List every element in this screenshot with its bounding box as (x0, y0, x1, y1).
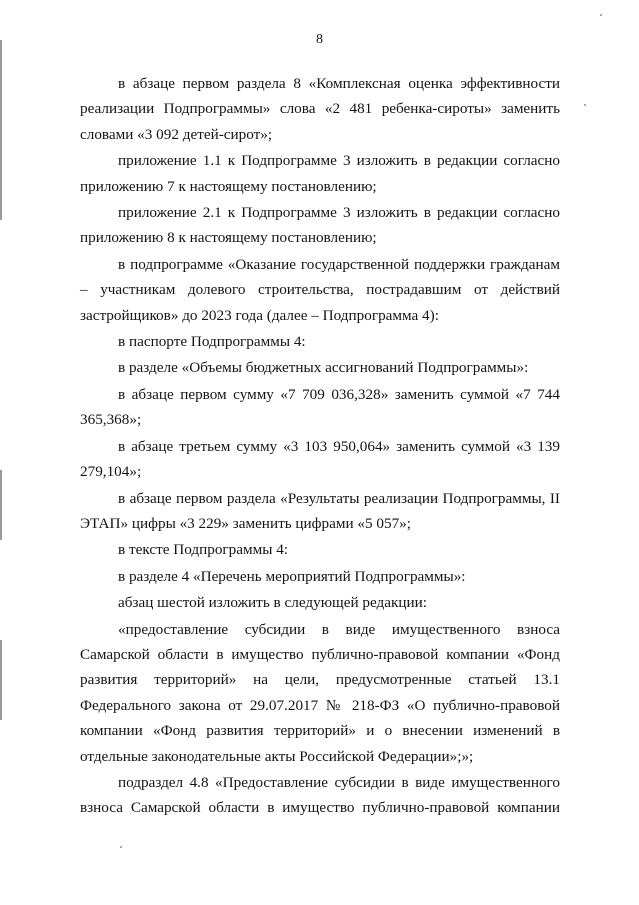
paragraph: в разделе «Объемы бюджетных ассигнований Подпрограммы»: (118, 359, 529, 377)
paragraph: в паспорте Подпрограммы 4: (118, 333, 306, 351)
scan-speck (584, 104, 586, 106)
paragraph: в разделе 4 «Перечень мероприятий Подпрограммы»: (118, 567, 466, 585)
scan-speck (120, 846, 122, 848)
paragraph: в абзаце первом раздела «Результаты реализации Подпрограммы, II ЭТАП» цифры «3 229» заменить цифрами «5 057»; (80, 489, 560, 532)
paragraph: в абзаце третьем сумму «3 103 950,064» заменить суммой «3 139 279,104»; (80, 437, 560, 481)
paragraph: в абзаце первом раздела 8 «Комплексная оценка эффективности реализации Подпрограммы» слова «2 481 ребенка-сироты» заменить словами «3 092 детей-сирот»; (80, 75, 560, 143)
document-body (80, 71, 560, 821)
scan-edge-mark (0, 40, 2, 220)
paragraph: «предоставление субсидии в виде имущественного взноса Самарской области в имущество публично-правовой компании «Фонд развития территорий» на цели, предусмотренные статьей 13.1 Федерального закона от 29.07.2017 № 218-ФЗ «О публично-правовой компании «Фонд развития территорий» и о внесении изменений в отдельные законодательные акты Российской Федерации»;»; (80, 620, 560, 765)
paragraph: подраздел 4.8 «Предоставление субсидии в виде имущественного взноса Самарской области в имущество публично-правовой компании (80, 773, 560, 817)
page-number: 8 (316, 32, 323, 47)
scan-speck (600, 14, 602, 16)
paragraph: абзац шестой изложить в следующей редакции: (118, 594, 427, 612)
paragraph: приложение 2.1 к Подпрограмме 3 изложить в редакции согласно приложению 8 к настоящему постановлению; (80, 204, 560, 247)
scan-edge-mark (0, 470, 2, 540)
paragraph: в тексте Подпрограммы 4: (118, 541, 289, 559)
paragraph: в подпрограмме «Оказание государственной поддержки гражданам – участникам долевого строительства, пострадавшим от действий застройщиков» до 2023 года (далее – Подпрограмма 4): (80, 255, 560, 324)
paragraph: приложение 1.1 к Подпрограмме 3 изложить в редакции согласно приложению 7 к настоящему постановлению; (80, 152, 560, 195)
scan-edge-mark (0, 640, 2, 720)
paragraph: в абзаце первом сумму «7 709 036,328» заменить суммой «7 744 365,368»; (80, 385, 560, 429)
